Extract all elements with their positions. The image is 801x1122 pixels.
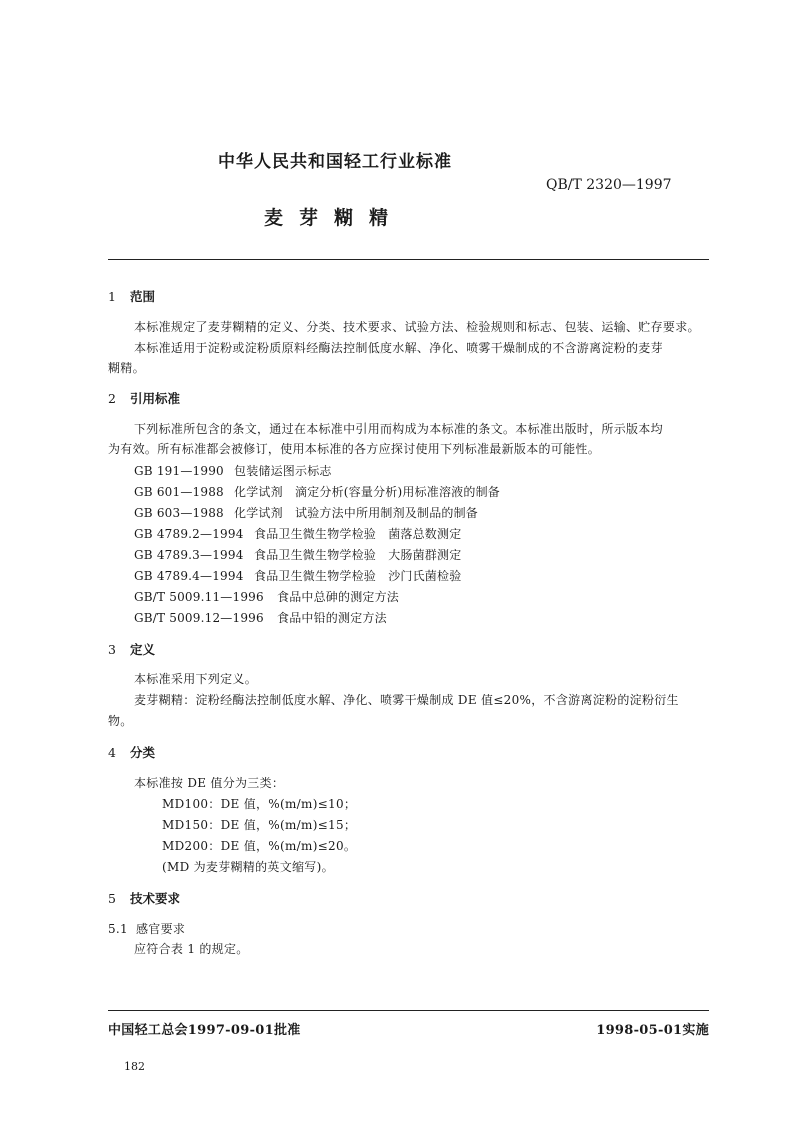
- reference-title: 包装储运图示标志: [234, 464, 332, 478]
- reference-item: [134, 504, 478, 521]
- reference-title: 食品卫生微生物学检验 大肠菌群测定: [254, 548, 462, 562]
- reference-item: [134, 567, 461, 584]
- reference-item: [134, 588, 399, 605]
- reference-item: [134, 462, 332, 479]
- section-4-heading: [108, 743, 155, 761]
- section-title: 定义: [130, 642, 156, 657]
- classification-note: (MD 为麦芽糊精的英文缩写)。: [162, 860, 334, 874]
- subsection-title: 感官要求: [136, 922, 186, 936]
- implementation-date: 1998-05-01实施: [596, 1023, 709, 1038]
- classification-item: MD100：DE 值，%(m/m)≤10；: [162, 797, 357, 811]
- paragraph: 下列标准所包含的条文，通过在本标准中引用而构成为本标准的条文。本标准出版时，所示版本均: [134, 422, 663, 436]
- reference-item: [134, 525, 461, 542]
- section-number: 1: [108, 289, 116, 304]
- footer-divider: [108, 1010, 709, 1011]
- reference-code: GB/T 5009.11—1996: [134, 590, 264, 604]
- classification-item: MD150：DE 值，%(m/m)≤15；: [162, 818, 357, 832]
- definition-text: 麦芽糊精：淀粉经酶法控制低度水解、净化、喷雾干燥制成 DE 值≤20%，不含游离淀粉的淀粉衍生: [134, 693, 679, 707]
- subsection-number: 5.1: [108, 922, 128, 936]
- reference-code: GB/T 5009.12—1996: [134, 611, 264, 625]
- reference-code: GB 603—1988: [134, 506, 224, 520]
- header-divider: [108, 259, 709, 260]
- classification-item: MD200：DE 值，%(m/m)≤20。: [162, 839, 357, 853]
- section-1-heading: [108, 287, 155, 305]
- section-3-heading: [108, 640, 155, 658]
- reference-item: [134, 609, 387, 626]
- paragraph: 本标准采用下列定义。: [134, 672, 258, 686]
- paragraph-continuation: 为有效。所有标准都会被修订，使用本标准的各方应探讨使用下列标准最新版本的可能性。: [108, 442, 601, 456]
- standard-code: QB/T 2320—1997: [546, 177, 672, 193]
- issuing-body-title: 中华人民共和国轻工行业标准: [218, 152, 452, 172]
- reference-title: 食品中总砷的测定方法: [277, 590, 400, 604]
- reference-code: GB 4789.2—1994: [134, 527, 244, 541]
- paragraph: 本标准规定了麦芽糊精的定义、分类、技术要求、试验方法、检验规则和标志、包装、运输、贮存要求。: [134, 320, 700, 334]
- document-title: 麦芽糊精: [264, 207, 405, 229]
- section-title: 分类: [130, 745, 156, 760]
- approval-date: 中国轻工总会1997-09-01批准: [108, 1023, 301, 1038]
- paragraph-continuation: 物。: [108, 714, 133, 728]
- section-title: 范围: [130, 289, 156, 304]
- reference-item: [134, 483, 500, 500]
- section-5-heading: [108, 889, 180, 907]
- section-number: 3: [108, 642, 116, 657]
- reference-title: 食品卫生微生物学检验 菌落总数测定: [254, 527, 462, 541]
- section-title: 引用标准: [130, 391, 181, 406]
- reference-code: GB 601—1988: [134, 485, 224, 499]
- section-number: 5: [108, 891, 116, 906]
- section-number: 4: [108, 745, 116, 760]
- section-title: 技术要求: [130, 891, 181, 906]
- reference-item: [134, 546, 461, 563]
- reference-code: GB 4789.4—1994: [134, 569, 244, 583]
- paragraph: 本标准适用于淀粉或淀粉质原料经酶法控制低度水解、净化、喷雾干燥制成的不含游离淀粉的麦芽: [134, 341, 663, 355]
- reference-title: 食品中铅的测定方法: [277, 611, 387, 625]
- paragraph-continuation: 糊精。: [108, 361, 145, 375]
- paragraph: 应符合表 1 的规定。: [134, 942, 249, 956]
- page-number: 182: [124, 1060, 145, 1073]
- reference-code: GB 4789.3—1994: [134, 548, 244, 562]
- section-2-heading: [108, 389, 180, 407]
- subsection-5-1-heading: [108, 920, 185, 937]
- reference-title: 化学试剂 滴定分析(容量分析)用标准溶液的制备: [234, 485, 500, 499]
- paragraph: 本标准按 DE 值分为三类：: [134, 776, 285, 790]
- section-number: 2: [108, 391, 116, 406]
- reference-title: 化学试剂 试验方法中所用制剂及制品的制备: [234, 506, 479, 520]
- reference-code: GB 191—1990: [134, 464, 224, 478]
- reference-title: 食品卫生微生物学检验 沙门氏菌检验: [254, 569, 462, 583]
